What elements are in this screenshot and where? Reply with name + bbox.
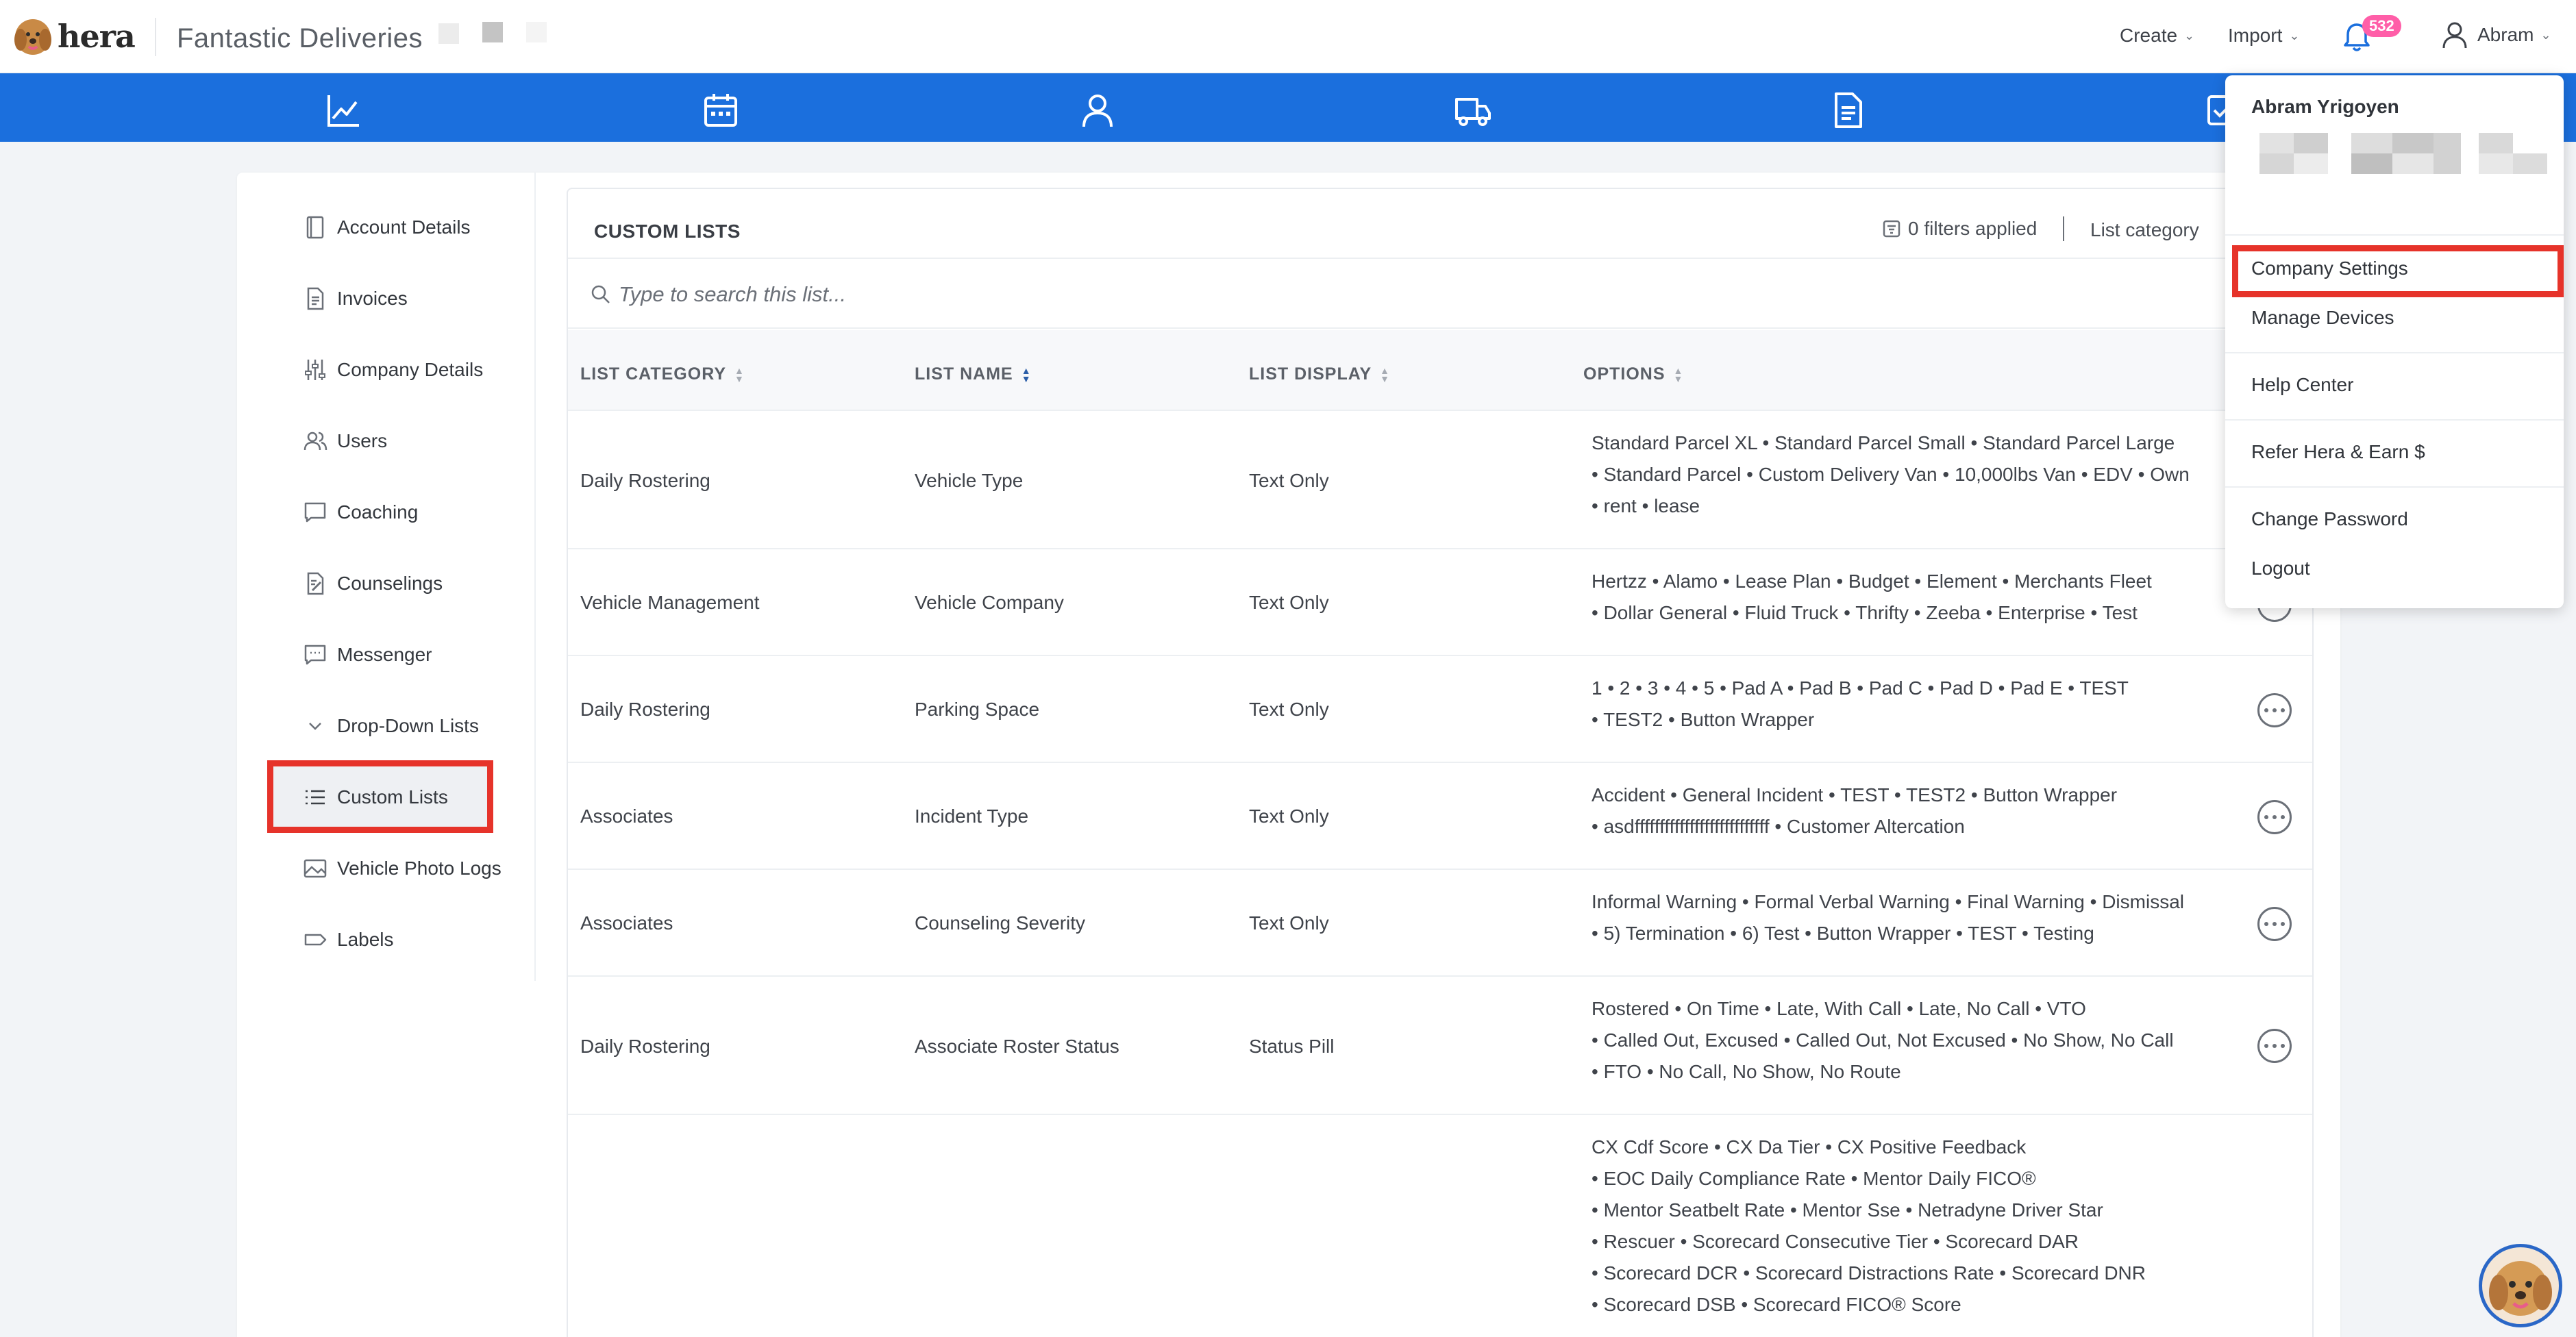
cell-list-display: Text Only bbox=[1249, 805, 1329, 827]
cell-list-display: Text Only bbox=[1249, 699, 1329, 720]
column-label: OPTIONS bbox=[1583, 364, 1665, 384]
redacted-block bbox=[2351, 153, 2392, 174]
column-label: LIST NAME bbox=[915, 364, 1013, 384]
book-icon bbox=[303, 215, 327, 240]
sidebar-item-label: Users bbox=[337, 430, 388, 451]
chevron-down-icon: ⌄ bbox=[2289, 28, 2300, 42]
cell-options bbox=[1592, 886, 2277, 949]
table-row[interactable] bbox=[568, 412, 2312, 549]
user-full-name: Abram Yrigoyen bbox=[2251, 96, 2399, 117]
custom-lists-panel bbox=[567, 188, 2314, 1337]
table-row[interactable] bbox=[568, 551, 2312, 656]
more-options-button[interactable] bbox=[2257, 1029, 2292, 1063]
redacted-block bbox=[2259, 133, 2294, 153]
options-line: • Called Out, Excused • Called Out, Not Excused • No Show, No Call bbox=[1592, 1029, 2174, 1051]
cell-list-category: Daily Rostering bbox=[580, 1036, 710, 1057]
options-line: • EOC Daily Compliance Rate • Mentor Daily FICO® bbox=[1592, 1168, 2036, 1189]
truck-icon[interactable] bbox=[1454, 91, 1492, 129]
document-edit-icon bbox=[303, 571, 327, 596]
options-line: • Rescuer • Scorecard Consecutive Tier • Scorecard DAR bbox=[1592, 1231, 2079, 1252]
sidebar-item-label: Account Details bbox=[337, 216, 471, 238]
user-dropdown-menu bbox=[2225, 75, 2564, 608]
cell-list-display: Text Only bbox=[1249, 912, 1329, 934]
chevron-down-icon: ⌄ bbox=[2540, 27, 2551, 42]
sidebar-item-label: Labels bbox=[337, 929, 394, 950]
options-line: • FTO • No Call, No Show, No Route bbox=[1592, 1061, 1901, 1082]
sidebar-item-label: Company Details bbox=[337, 359, 484, 380]
logo-text: hera bbox=[58, 18, 135, 55]
main-navigation bbox=[0, 73, 2576, 142]
panel-header bbox=[568, 189, 2312, 259]
options-line: • Standard Parcel • Custom Delivery Van • 10,000lbs Van • EDV • Own bbox=[1592, 464, 2190, 485]
sidebar-item-company-details[interactable] bbox=[303, 358, 483, 382]
header-divider bbox=[155, 18, 156, 56]
import-menu-label: Import bbox=[2228, 25, 2283, 46]
table-row[interactable] bbox=[568, 764, 2312, 870]
create-menu[interactable] bbox=[2120, 25, 2194, 47]
menu-item-company-settings[interactable]: Company Settings bbox=[2251, 258, 2408, 279]
cell-list-name: Associate Roster Status bbox=[915, 1036, 1119, 1057]
sidebar-item-counselings[interactable] bbox=[303, 571, 443, 596]
list-category-filter[interactable]: List category bbox=[2090, 219, 2199, 240]
sidebar-item-label: Vehicle Photo Logs bbox=[337, 858, 501, 879]
sidebar-item-invoices[interactable] bbox=[303, 286, 408, 311]
options-line: 1 • 2 • 3 • 4 • 5 • Pad A • Pad B • Pad C • Pad D • Pad E • TEST bbox=[1592, 677, 2129, 699]
menu-item-refer-hera[interactable]: Refer Hera & Earn $ bbox=[2251, 441, 2425, 462]
cell-list-category: Daily Rostering bbox=[580, 699, 710, 720]
cell-list-category: Associates bbox=[580, 805, 673, 827]
redacted-block bbox=[2392, 133, 2433, 153]
options-line: CX Cdf Score • CX Da Tier • CX Positive Feedback bbox=[1592, 1136, 2027, 1158]
cell-list-name: Incident Type bbox=[915, 805, 1029, 827]
tag-icon bbox=[303, 927, 327, 952]
redacted-block bbox=[2294, 133, 2328, 153]
users-icon bbox=[303, 429, 327, 453]
menu-divider bbox=[2225, 234, 2564, 236]
options-line: • TEST2 • Button Wrapper bbox=[1592, 709, 1815, 730]
document-icon[interactable] bbox=[1829, 91, 1868, 129]
document-icon bbox=[303, 286, 327, 311]
cell-list-category: Daily Rostering bbox=[580, 470, 710, 491]
sidebar-item-label: Custom Lists bbox=[337, 786, 448, 808]
redacted-block bbox=[438, 23, 459, 44]
menu-item-help-center[interactable]: Help Center bbox=[2251, 374, 2354, 395]
sidebar-item-label: Messenger bbox=[337, 644, 432, 665]
create-menu-label: Create bbox=[2120, 25, 2178, 46]
sort-icon: ▲ ▼ bbox=[734, 364, 745, 384]
sidebar-item-coaching[interactable] bbox=[303, 500, 418, 525]
options-line: • asdfffffffffffffffffffffffffff • Customer Altercation bbox=[1592, 816, 1965, 837]
chevron-down-icon: ⌄ bbox=[2184, 28, 2195, 42]
cell-options bbox=[1592, 427, 2277, 522]
column-header-list-display[interactable] bbox=[1249, 364, 1390, 384]
sidebar-item-label: Coaching bbox=[337, 501, 419, 523]
sidebar-item-label: Invoices bbox=[337, 288, 408, 309]
chevron-down-icon bbox=[303, 714, 327, 738]
options-line: • 5) Termination • 6) Test • Button Wrapper • TEST • Testing bbox=[1592, 923, 2094, 944]
redacted-block bbox=[2294, 153, 2328, 174]
options-line: • rent • lease bbox=[1592, 495, 1700, 516]
cell-list-name: Vehicle Company bbox=[915, 592, 1064, 613]
sidebar-item-account-details[interactable] bbox=[303, 215, 471, 240]
options-line: • Scorecard DSB • Scorecard FICO® Score bbox=[1592, 1294, 1961, 1315]
more-options-button[interactable] bbox=[2257, 693, 2292, 727]
sort-icon: ▲ ▼ bbox=[1021, 364, 1032, 384]
table-row[interactable] bbox=[568, 658, 2312, 763]
support-chat-button[interactable] bbox=[2479, 1244, 2562, 1327]
table-row[interactable] bbox=[568, 978, 2312, 1115]
cell-options bbox=[1592, 1132, 2277, 1321]
redacted-block bbox=[2433, 133, 2461, 174]
menu-divider bbox=[2225, 486, 2564, 488]
column-header-options[interactable] bbox=[1583, 364, 1683, 384]
cell-list-display: Text Only bbox=[1249, 592, 1329, 613]
cell-options bbox=[1592, 673, 2277, 736]
options-line: Informal Warning • Formal Verbal Warning • Final Warning • Dismissal bbox=[1592, 891, 2184, 912]
user-icon bbox=[2439, 19, 2470, 51]
search-icon bbox=[590, 284, 612, 305]
menu-item-change-password[interactable]: Change Password bbox=[2251, 508, 2408, 529]
cell-list-name: Vehicle Type bbox=[915, 470, 1024, 491]
search-bar bbox=[568, 260, 2312, 329]
sliders-icon bbox=[303, 358, 327, 382]
filters-label: 0 filters applied bbox=[1908, 218, 2038, 239]
list-icon bbox=[303, 785, 327, 810]
sidebar-item-label: Counselings bbox=[337, 573, 443, 594]
hera-logo[interactable] bbox=[12, 15, 135, 58]
cell-list-display: Text Only bbox=[1249, 470, 1329, 491]
search-input[interactable] bbox=[619, 278, 1852, 311]
dog-logo-icon bbox=[12, 15, 53, 58]
cell-list-category: Vehicle Management bbox=[580, 592, 760, 613]
cell-list-display: Status Pill bbox=[1249, 1036, 1335, 1057]
sidebar-item-messenger[interactable] bbox=[303, 642, 432, 667]
user-name-label: Abram bbox=[2477, 24, 2534, 45]
table-header bbox=[568, 330, 2312, 411]
company-name: Fantastic Deliveries bbox=[177, 23, 423, 53]
options-line: Standard Parcel XL • Standard Parcel Small • Standard Parcel Large bbox=[1592, 432, 2175, 453]
sort-icon: ▲ ▼ bbox=[1673, 364, 1684, 384]
filters-button[interactable] bbox=[1882, 218, 2037, 240]
options-line: Rostered • On Time • Late, With Call • Late, No Call • VTO bbox=[1592, 998, 2086, 1019]
person-icon[interactable] bbox=[1078, 91, 1117, 129]
chat-icon bbox=[303, 500, 327, 525]
options-line: • Dollar General • Fluid Truck • Thrifty • Zeeba • Enterprise • Test bbox=[1592, 602, 2138, 623]
table-row[interactable] bbox=[568, 1116, 2312, 1337]
column-header-list-name[interactable] bbox=[915, 364, 1032, 384]
sidebar-item-drop-down-lists[interactable] bbox=[303, 714, 479, 738]
dog-avatar-icon bbox=[2482, 1247, 2559, 1324]
header-separator bbox=[2063, 216, 2064, 241]
more-options-button[interactable] bbox=[2257, 800, 2292, 834]
sort-icon: ▲ ▼ bbox=[1380, 364, 1391, 384]
menu-item-manage-devices[interactable]: Manage Devices bbox=[2251, 307, 2394, 328]
sidebar-item-custom-lists[interactable] bbox=[303, 785, 448, 810]
redacted-block bbox=[2392, 153, 2433, 174]
chart-icon[interactable] bbox=[325, 91, 363, 129]
menu-item-logout[interactable]: Logout bbox=[2251, 558, 2310, 579]
top-header bbox=[0, 0, 2576, 73]
column-header-list-category[interactable] bbox=[580, 364, 745, 384]
menu-divider bbox=[2225, 419, 2564, 421]
redacted-block bbox=[526, 22, 547, 42]
table-row[interactable] bbox=[568, 871, 2312, 977]
import-menu[interactable] bbox=[2228, 25, 2299, 47]
image-icon bbox=[303, 856, 327, 881]
settings-sidebar bbox=[237, 173, 536, 981]
sidebar-item-users[interactable] bbox=[303, 429, 387, 453]
chat-icon bbox=[303, 642, 327, 667]
options-line: • Scorecard DCR • Scorecard Distractions Rate • Scorecard DNR bbox=[1592, 1262, 2146, 1284]
cell-list-name: Parking Space bbox=[915, 699, 1040, 720]
redacted-block bbox=[2479, 133, 2513, 153]
filter-icon bbox=[1882, 219, 1901, 238]
cell-options bbox=[1592, 779, 2277, 842]
sidebar-item-label: Drop-Down Lists bbox=[337, 715, 479, 736]
redacted-block bbox=[2479, 153, 2513, 174]
options-line: Hertzz • Alamo • Lease Plan • Budget • Element • Merchants Fleet bbox=[1592, 571, 2152, 592]
sidebar-item-labels[interactable] bbox=[303, 927, 394, 952]
sidebar-item-vehicle-photo-logs[interactable] bbox=[303, 856, 501, 881]
calendar-icon[interactable] bbox=[702, 91, 740, 129]
cell-list-category: Associates bbox=[580, 912, 673, 934]
cell-options bbox=[1592, 993, 2277, 1088]
more-options-button[interactable] bbox=[2257, 907, 2292, 941]
column-label: LIST DISPLAY bbox=[1249, 364, 1372, 384]
options-line: Accident • General Incident • TEST • TEST2 • Button Wrapper bbox=[1592, 784, 2118, 805]
redacted-block bbox=[2351, 133, 2392, 153]
column-label: LIST CATEGORY bbox=[580, 364, 726, 384]
settings-card bbox=[237, 173, 2340, 1337]
menu-divider bbox=[2225, 352, 2564, 353]
redacted-block bbox=[2513, 153, 2547, 174]
page-title: CUSTOM LISTS bbox=[594, 221, 741, 242]
user-menu-button[interactable] bbox=[2439, 19, 2551, 51]
options-line: • Mentor Seatbelt Rate • Mentor Sse • Netradyne Driver Star bbox=[1592, 1199, 2103, 1221]
notification-badge: 532 bbox=[2362, 15, 2401, 37]
redacted-block bbox=[2259, 153, 2294, 174]
cell-list-name: Counseling Severity bbox=[915, 912, 1086, 934]
redacted-block bbox=[482, 22, 503, 42]
cell-options bbox=[1592, 566, 2277, 629]
